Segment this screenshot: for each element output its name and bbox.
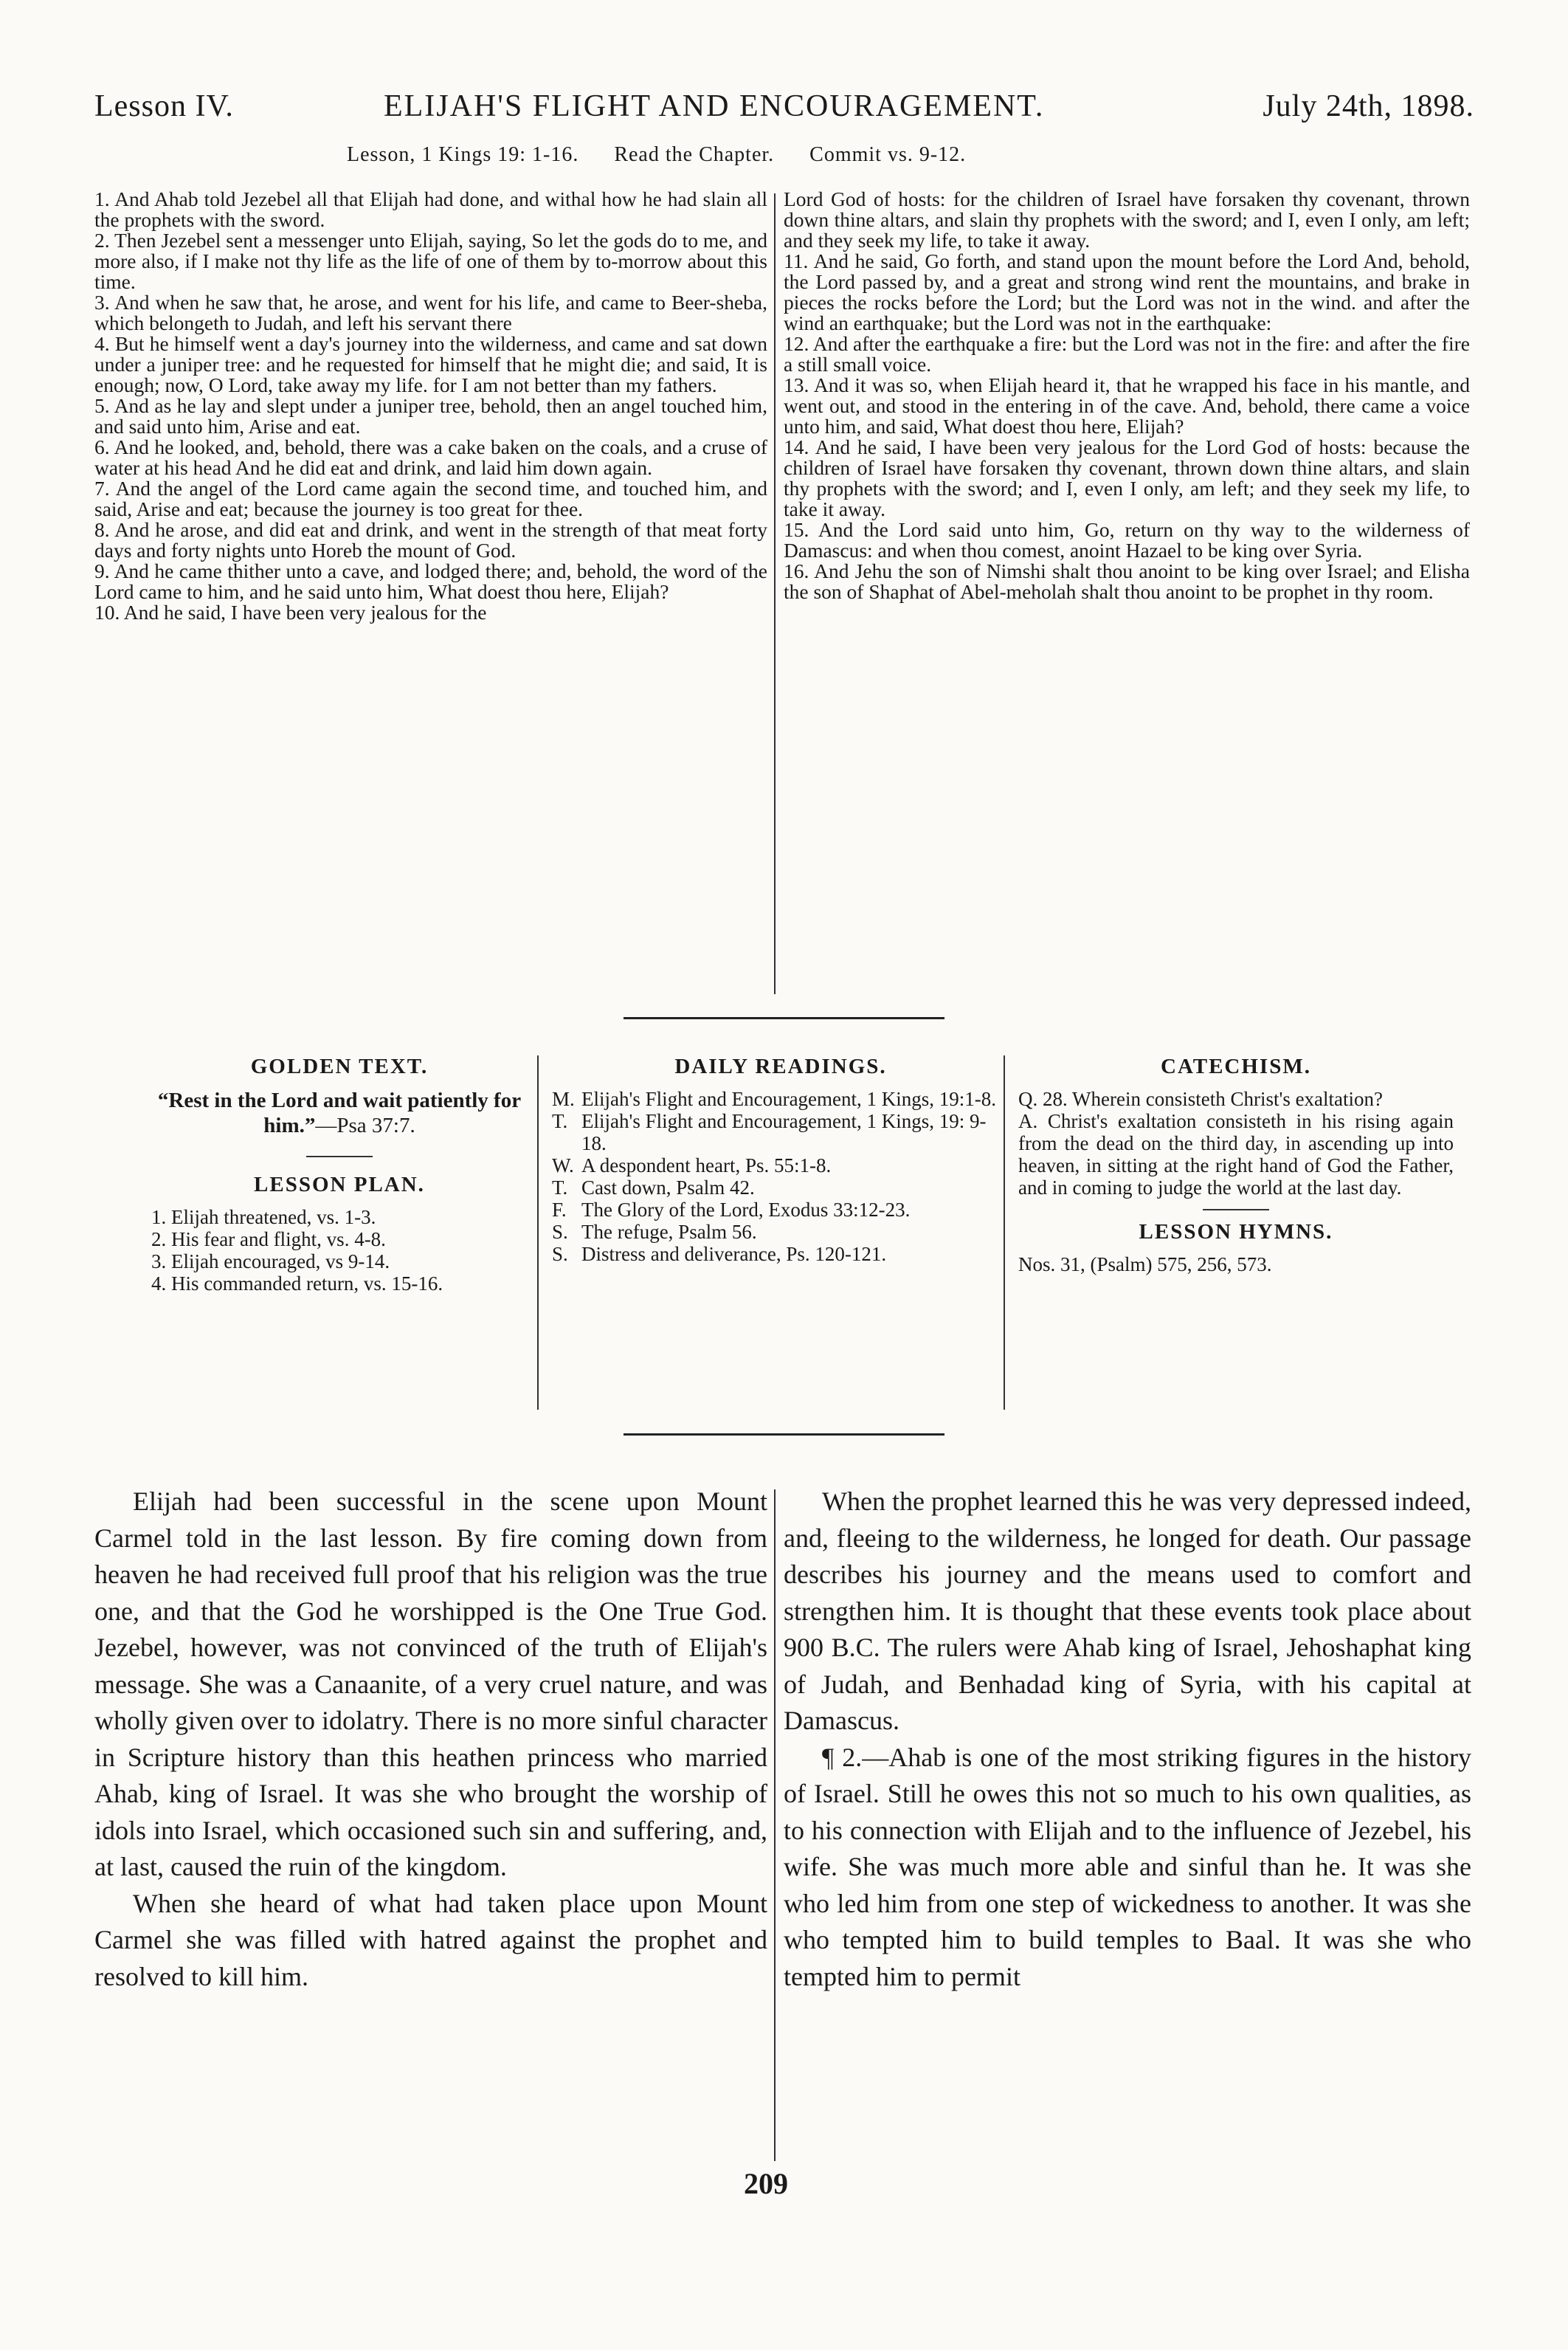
reading-text: Distress and deliverance, Ps. 120-121. [581, 1243, 887, 1265]
reading-day: S. [552, 1221, 568, 1243]
daily-reading-item [552, 1088, 1009, 1110]
commentary-paragraph: When the prophet learned this he was very depressed indeed, and, fleeing to the wilderness, he longed for death. Our passage describes his journey and the means used to comfort and strengthen him. It is thought that these events took place about 900 B.C. The rulers were Ahab king of Israel, Jehoshaphat king of Judah, and Benhadad king of Syria, with his capital at Damascus. [784, 1486, 1471, 1735]
catechism-heading: CATECHISM. [1161, 1055, 1311, 1078]
lesson-plan-list [151, 1206, 528, 1295]
box-divider-left [537, 1055, 539, 1410]
lesson-reference-line [347, 143, 1232, 167]
scripture-verse: 16. And Jehu the son of Nimshi shalt thou anoint to be king over Israel; and Elisha the son of Shaphat of Abel-meholah shalt thou anoint to be prophet in thy room. [784, 559, 1470, 603]
golden-text-box [151, 1055, 528, 1295]
scripture-left-column [94, 189, 767, 623]
scripture-verse: 15. And the Lord said unto him, Go, return on thy way to the wilderness of Damascus: and when thou comest, anoint Hazael to be king over Syria. [784, 518, 1470, 562]
scripture-verse: 13. And it was so, when Elijah heard it, that he wrapped his face in his mantle, and went out, and stood in the entering in of the cave. And, behold, there came a voice unto him, and said, What doest thou here, Elijah? [784, 373, 1470, 438]
lesson-plan-item: 2. His fear and flight, vs. 4-8. [151, 1228, 386, 1250]
scripture-verse: 6. And he looked, and, behold, there was a cake baken on the coals, and a cruse of water at his head And he did eat and drink, and laid him down again. [94, 435, 767, 479]
scripture-verse: 1. And Ahab told Jezebel all that Elijah had done, and withal how he had slain all the prophets with the sword. [94, 187, 767, 231]
reading-text: Cast down, Psalm 42. [581, 1176, 755, 1199]
reading-text: A despondent heart, Ps. 55:1-8. [581, 1154, 832, 1176]
commentary-right-column [784, 1484, 1471, 1995]
lesson-plan-item: 1. Elijah threatened, vs. 1-3. [151, 1206, 376, 1228]
scripture-verse: 11. And he said, Go forth, and stand upon the mount before the Lord And, behold, the Lord passed by, and a great and strong wind rent the mountains, and brake in pieces the rocks before the Lord; but the Lord was not in the wind. and after the wind an earthquake; but the Lord was not in the earthquake: [784, 249, 1470, 334]
reading-day: T. [552, 1110, 568, 1132]
catechism-answer: A. Christ's exaltation consisteth in his rising again from the dead on the third day, in ascending up into heaven, in sitting at the right hand of God the Father, and in coming to judge the world at the last day. [1018, 1110, 1454, 1199]
reading-day: S. [552, 1243, 568, 1265]
golden-text-divider [306, 1156, 373, 1157]
daily-reading-item [552, 1221, 1009, 1243]
golden-text-reference: —Psa 37:7. [315, 1114, 415, 1137]
scripture-verse: 7. And the angel of the Lord came again the second time, and touched him, and said, Arise and eat; because the journey is too great for thee. [94, 477, 767, 520]
read-instruction: Read the Chapter. [614, 143, 775, 166]
daily-readings-list [552, 1088, 1009, 1265]
commentary-column-divider [774, 1489, 776, 2161]
scripture-column-divider [774, 193, 776, 994]
daily-reading-item [552, 1110, 1009, 1154]
lesson-plan-heading: LESSON PLAN. [254, 1173, 425, 1196]
daily-reading-item [552, 1176, 1009, 1199]
golden-text-verse: “Rest in the Lord and wait patiently for him.” [157, 1089, 522, 1137]
reading-text: Elijah's Flight and Encouragement, 1 Kings, 19:1-8. [581, 1088, 997, 1110]
scripture-verse: 2. Then Jezebel sent a messenger unto Elijah, saying, So let the gods do to me, and more also, if I make not thy life as the life of one of them by to-morrow about this time. [94, 229, 767, 293]
running-header [94, 89, 1474, 133]
commit-instruction: Commit vs. 9-12. [809, 143, 967, 166]
reading-text: The Glory of the Lord, Exodus 33:12-23. [581, 1199, 911, 1221]
hymns-numbers: Nos. 31, (Psalm) 575, 256, 573. [1018, 1253, 1272, 1275]
golden-text-heading: GOLDEN TEXT. [250, 1055, 429, 1078]
reading-day: T. [552, 1176, 568, 1199]
lesson-plan-item: 3. Elijah encouraged, vs 9-14. [151, 1250, 390, 1272]
daily-readings-heading: DAILY READINGS. [674, 1055, 887, 1078]
reading-day: M. [552, 1088, 575, 1110]
lesson-reference: Lesson, 1 Kings 19: 1-16. [347, 143, 579, 166]
lesson-date: July 24th, 1898. [1263, 89, 1474, 123]
scripture-verse: 4. But he himself went a day's journey into the wilderness, and came and sat down under a juniper tree: and he requested for himself that he might die; and said, It is enough; now, O Lord, take away my life. for I am not better than my fathers. [94, 332, 767, 396]
scripture-verse: 12. And after the earthquake a fire: but the Lord was not in the fire: and after the fire a still small voice. [784, 332, 1470, 376]
lesson-title: ELIJAH'S FLIGHT AND ENCOURAGEMENT. [384, 89, 1045, 123]
reading-text: The refuge, Psalm 56. [581, 1221, 757, 1243]
daily-reading-item [552, 1199, 1009, 1221]
scripture-verse: 5. And as he lay and slept under a juniper tree, behold, then an angel touched him, and said unto him, Arise and eat. [94, 394, 767, 438]
lesson-number: Lesson IV. [94, 89, 234, 123]
daily-reading-item [552, 1243, 1009, 1265]
scripture-right-column [784, 189, 1470, 602]
catechism-question: Q. 28. Wherein consisteth Christ's exaltation? [1018, 1088, 1384, 1110]
scripture-verse: 14. And he said, I have been very jealous for the Lord God of hosts: because the children of Israel have forsaken thy covenant, thrown down thine altars, and slain thy prophets with the sword; and I, even I only, am left; and they seek my life, to take it away. [784, 435, 1470, 520]
scripture-verse: 9. And he came thither unto a cave, and lodged there; and, behold, the word of the Lord came to him, and he said unto him, What doest thou here, Elijah? [94, 559, 767, 603]
catechism-box [1018, 1055, 1454, 1275]
lesson-plan-item: 4. His commanded return, vs. 15-16. [151, 1272, 443, 1295]
commentary-paragraph: When she heard of what had taken place upon Mount Carmel she was filled with hatred against the prophet and resolved to kill him. [94, 1888, 767, 1991]
scripture-verse: Lord God of hosts: for the children of Israel have forsaken thy covenant, thrown down thine altars, and slain thy prophets with the sword; and I, even I only, am left; and they seek my life, to take it away. [784, 187, 1470, 252]
hymns-heading: LESSON HYMNS. [1139, 1220, 1333, 1244]
scripture-verse: 3. And when he saw that, he arose, and went for his life, and came to Beer-sheba, which belongeth to Judah, and left his servant there [94, 291, 767, 334]
section-divider-top [624, 1017, 944, 1019]
commentary-paragraph: Elijah had been successful in the scene upon Mount Carmel told in the last lesson. By fire coming down from heaven he had received full proof that his religion was the true one, and that the God he worshipped is the One True God. Jezebel, however, was not convinced of the truth of Elijah's message. She was a Canaanite, of a very cruel nature, and was wholly given over to idolatry. There is no more sinful character in Scripture history than this heathen princess who married Ahab, king of Israel. It was she who brought the worship of idols into Israel, which occasioned such sin and suffering, and, at last, caused the ruin of the kingdom. [94, 1486, 767, 1881]
golden-text-quote [151, 1088, 528, 1138]
box-divider-right [1004, 1055, 1005, 1410]
scripture-verse: 10. And he said, I have been very jealous for the [94, 601, 487, 624]
catechism-qa [1018, 1088, 1454, 1199]
daily-reading-item [552, 1154, 1009, 1176]
commentary-paragraph: ¶ 2.—Ahab is one of the most striking figures in the history of Israel. Still he owes this not so much to his own qualities, as to his connection with Elijah and to the influence of Jezebel, his wife. She was much more able and sinful than he. It was she who led him from one step of wickedness to another. It was she who tempted him to build temples to Baal. It was she who tempted him to permit [784, 1742, 1471, 1991]
reading-day: F. [552, 1199, 567, 1221]
scripture-verse: 8. And he arose, and did eat and drink, and went in the strength of that meat forty days and forty nights unto Horeb the mount of God. [94, 518, 767, 562]
commentary-left-column [94, 1484, 767, 1995]
daily-readings-box [552, 1055, 1009, 1265]
catechism-divider [1203, 1209, 1269, 1210]
reading-text: Elijah's Flight and Encouragement, 1 Kings, 19: 9-18. [581, 1110, 987, 1154]
reading-day: W. [552, 1154, 574, 1176]
page-number: 209 [744, 2167, 788, 2200]
section-divider-bottom [624, 1433, 944, 1436]
